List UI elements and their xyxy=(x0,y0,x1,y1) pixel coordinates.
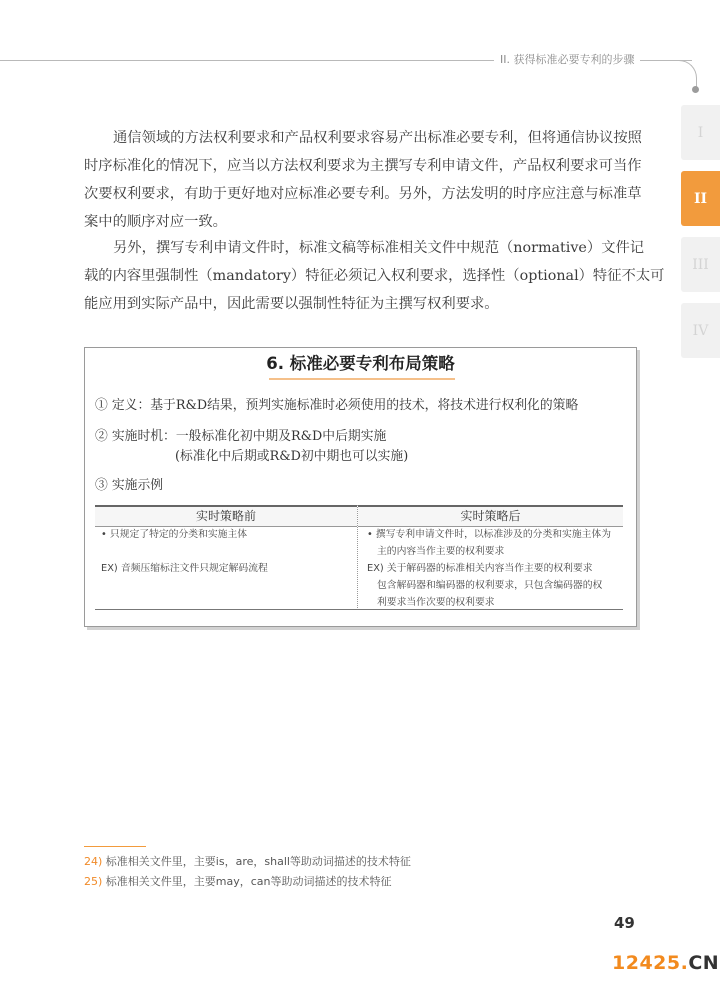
watermark-domain: CN xyxy=(688,952,720,974)
cell-line: 包含解码器和编码器的权利要求，只包含编码器的权 xyxy=(377,580,603,591)
paragraph-line: 次要权利要求，有助于更好地对应标准必要专利。另外，方法发明的时序应注意与标准草 xyxy=(84,186,642,202)
footnote-text: 标准相关文件里，主要is，are，shall等助动词描述的技术特征 xyxy=(105,855,411,868)
footnote-24 xyxy=(84,853,411,869)
table-cell-after xyxy=(367,526,611,611)
timing-item: ② 实施时机：一般标准化初中期及R&D中后期实施 xyxy=(95,429,387,444)
paragraph-line: 另外，撰写专利申请文件时，标准文稿等标准相关文件中规范（normative）文件记 xyxy=(113,240,645,256)
header-rule-corner xyxy=(672,60,697,89)
chapter-tab-3[interactable]: III xyxy=(681,237,720,292)
box-title: 6. 标准必要专利布局策略 xyxy=(266,354,455,373)
table-cell-before xyxy=(101,526,268,577)
footnote-rule xyxy=(84,846,146,847)
footnote-25 xyxy=(84,873,392,889)
footnote-number: 25) xyxy=(84,875,103,888)
paragraph-line: 通信领域的方法权利要求和产品权利要求容易产出标准必要专利，但将通信协议按照 xyxy=(113,130,642,146)
watermark-logo xyxy=(612,952,719,974)
cell-line: EX) 音频压缩标注文件只规定解码流程 xyxy=(101,563,268,574)
watermark-number: 12425 xyxy=(612,952,681,974)
header-dot xyxy=(692,86,699,93)
paragraph-line: 时序标准化的情况下，应当以方法权利要求为主撰写专利申请文件，产品权利要求可当作 xyxy=(84,158,642,174)
paragraph-line: 能应用到实际产品中，因此需要以强制性特征为主撰写权利要求。 xyxy=(84,296,499,312)
chapter-tab-1[interactable]: I xyxy=(681,105,720,160)
paragraph-line: 载的内容里强制性（mandatory）特征必须记入权利要求，选择性（optional）特征不太可 xyxy=(84,268,665,284)
timing-note: (标准化中后期或R&D初中期也可以实施) xyxy=(175,449,409,464)
example-item: ③ 实施示例 xyxy=(95,478,164,493)
paragraph-2 xyxy=(84,234,665,318)
paragraph-line: 案中的顺序对应一致。 xyxy=(84,214,227,230)
comparison-table xyxy=(95,505,623,610)
cell-line: 利要求当作次要的权利要求 xyxy=(377,597,495,608)
page-number: 49 xyxy=(614,914,635,932)
table-header-before: 实时策略前 xyxy=(95,505,357,527)
strategy-box xyxy=(84,347,637,627)
cell-line: • 撰写专利申请文件时，以标准涉及的分类和实施主体为 xyxy=(367,529,612,540)
running-header: II. 获得标准必要专利的步骤 xyxy=(494,51,640,67)
definition-item: ① 定义：基于R&D结果，预判实施标准时必须使用的技术，将技术进行权利化的策略 xyxy=(95,398,579,413)
cell-line: 主的内容当作主要的权利要求 xyxy=(377,546,505,557)
watermark-dot: . xyxy=(680,952,689,974)
chapter-tab-4[interactable]: IV xyxy=(681,303,720,358)
cell-line: • 只规定了特定的分类和实施主体 xyxy=(101,529,248,540)
box-title-underline xyxy=(269,378,455,380)
chapter-tab-2-active[interactable]: II xyxy=(681,171,720,226)
table-header-after: 实时策略后 xyxy=(358,505,623,527)
cell-line: EX) 关于解码器的标准相关内容当作主要的权利要求 xyxy=(367,563,593,574)
paragraph-1 xyxy=(84,124,642,236)
footnote-number: 24) xyxy=(84,855,103,868)
cell-line-blank xyxy=(101,543,268,560)
footnote-text: 标准相关文件里，主要may，can等助动词描述的技术特征 xyxy=(105,875,392,888)
table-column-divider xyxy=(357,505,359,610)
